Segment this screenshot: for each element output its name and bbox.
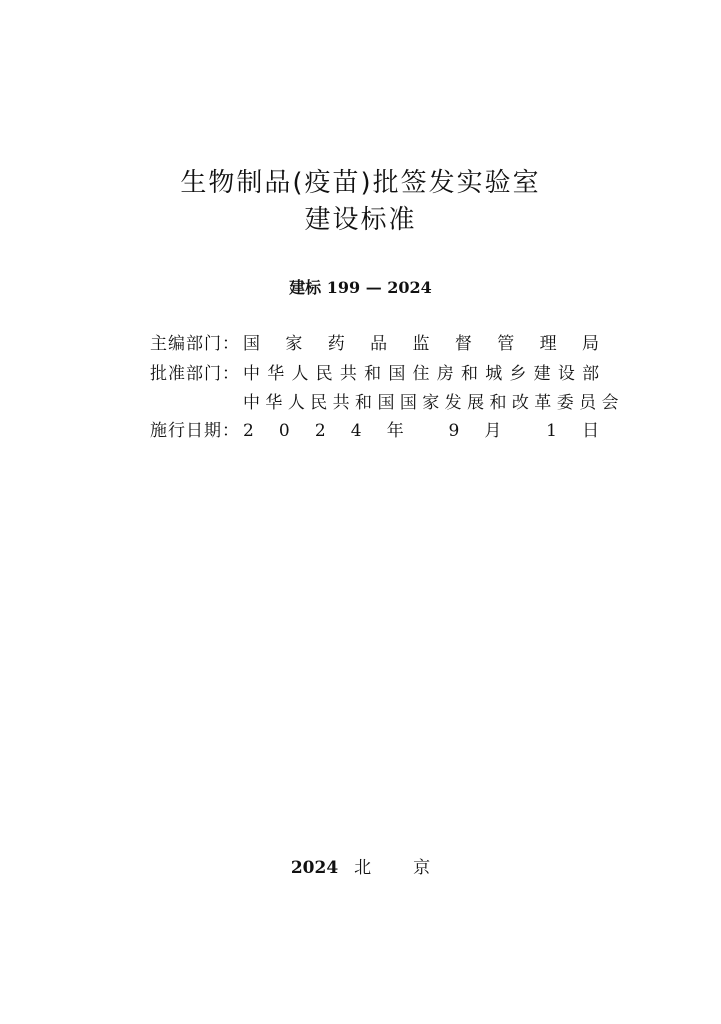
approver-value-1: 中 华 人 民 共 和 国 住 房 和 城 乡 建 设 部 — [243, 364, 600, 384]
approver-row — [150, 364, 610, 384]
publication-year: 2024 — [290, 858, 339, 878]
approver-label: 批准部门： — [150, 364, 240, 384]
editor-label: 主编部门： — [150, 334, 240, 354]
standard-code: 建标 199 — 2024 — [289, 278, 432, 297]
effective-date-label: 施行日期： — [150, 421, 240, 441]
document-title-line-1: 生物制品(疫苗)批签发实验室 — [180, 168, 541, 198]
editor-value: 国 家 药 品 监 督 管 理 局 — [243, 334, 599, 354]
effective-date-row — [150, 421, 610, 441]
effective-date-value: 2 0 2 4 年 9 月 1 日 — [243, 421, 600, 441]
editor-row — [150, 334, 610, 354]
document-title-line-2: 建设标准 — [304, 205, 417, 235]
publication-footer — [0, 858, 721, 878]
approver-row-2 — [150, 393, 619, 413]
approver-value-2: 中 华 人 民 共 和 国 国 家 发 展 和 改 革 委 员 会 — [243, 393, 619, 413]
publication-city: 北京 — [354, 858, 473, 878]
